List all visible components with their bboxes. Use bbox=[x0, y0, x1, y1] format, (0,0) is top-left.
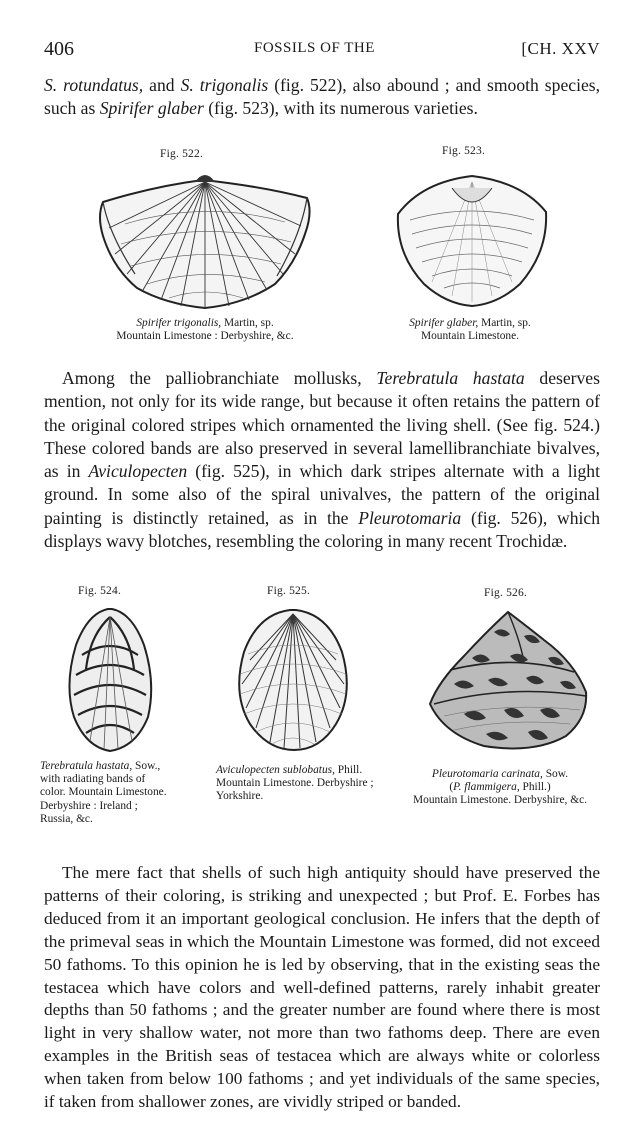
text-run: (fig. 525), in which dark stripes alternate with a light ground. In some also of the spiral univalves, the pattern of the original painting is distinctly retained, as in the bbox=[44, 461, 600, 528]
text-run: (fig. 526), which displays wavy blotches, resembling the coloring in many recent Trochidæ. bbox=[44, 507, 600, 552]
page-number: 406 bbox=[44, 38, 74, 60]
caption-author: Sow. bbox=[542, 768, 569, 780]
species-name: S. rotundatus, bbox=[44, 75, 144, 95]
genus-name: Pleurotomaria bbox=[358, 507, 462, 528]
chapter-reference: [CH. XXV bbox=[521, 39, 600, 58]
figure-523-illustration bbox=[392, 162, 552, 312]
caption-author: Martin, sp. bbox=[221, 317, 274, 329]
running-title: FOSSILS OF THE bbox=[254, 40, 375, 56]
figure-525-illustration bbox=[228, 604, 358, 754]
figure-523-caption bbox=[370, 317, 570, 343]
caption-species: Spirifer glaber, bbox=[409, 317, 479, 329]
figure-524-label: Fig. 524. bbox=[78, 585, 122, 597]
figure-526-illustration bbox=[424, 606, 592, 756]
genus-name: Aviculopecten bbox=[88, 461, 188, 482]
text-run: (fig. 522), also abound ; and smooth species, such as bbox=[44, 75, 601, 119]
species-name: Spirifer glaber bbox=[99, 98, 204, 119]
caption-synonym: P. flammigera, bbox=[453, 781, 520, 794]
species-name: S. trigonalis bbox=[180, 75, 269, 95]
caption-species: Spirifer trigonalis, bbox=[136, 317, 222, 329]
caption-locality: Mountain Limestone. Derbyshire, &c. bbox=[413, 794, 587, 807]
caption-author: Martin, sp. bbox=[478, 317, 531, 329]
figure-523-label: Fig. 523. bbox=[442, 145, 486, 157]
figure-522-label: Fig. 522. bbox=[160, 148, 204, 160]
species-name: Terebratula hastata bbox=[376, 368, 525, 388]
caption-species: Pleurotomaria carinata, bbox=[431, 768, 543, 780]
caption-synonym-open: ( bbox=[449, 781, 454, 794]
caption-species: Terebratula hastata, bbox=[40, 760, 133, 772]
paragraph-3: The mere fact that shells of such high antiquity should have preserved the patterns of their coloring, is striking and unexpected ; but Prof. E. Forbes has deduced from it an important geological conclusion. He infers that the depth of the primeval seas in which the Mountain Limestone was formed, did not exceed 50 fathoms. To this opinion he is led by observing, that in the existing seas the testacea which have colors and well-defined patterns, rarely inhabit greater depths than 50 fathoms ; and the greater number are found where there is most light in very shallow water, not more than two fathoms deep. There are even examples in the British seas of testacea which are always white or colorless when taken from below 100 fathoms ; and yet individuals of the same species, if taken from shallower zones, are vividly striped or banded. bbox=[44, 863, 600, 1112]
figure-525-label: Fig. 525. bbox=[267, 585, 311, 597]
caption-species: Aviculopecten sublobatus, bbox=[216, 764, 335, 776]
paragraph-2 bbox=[44, 367, 600, 553]
text-run: and bbox=[143, 75, 181, 95]
text-run: Among the palliobranchiate mollusks, bbox=[62, 368, 377, 388]
figure-522-illustration bbox=[95, 164, 315, 312]
caption-text: Phill. Mountain Limestone. Derbyshire ; Yorkshire. bbox=[216, 764, 374, 803]
figure-525-caption bbox=[216, 764, 376, 804]
caption-text: Sow., with radiating bands of color. Mountain Limestone. Derbyshire : Ireland ; Russia, &c. bbox=[40, 760, 167, 825]
figure-524-caption bbox=[40, 760, 168, 826]
figure-522-caption bbox=[95, 317, 315, 343]
text-run: deserves mention, not only for its wide range, but because it often retains the pattern of the original colored stripes which ornamented the living shell. (See fig. 524.) These colored bands are also preserved in several lamellibranchiate bivalves, as in bbox=[44, 368, 600, 482]
caption-locality: Mountain Limestone : Derbyshire, &c. bbox=[116, 330, 294, 343]
figure-526-label: Fig. 526. bbox=[484, 587, 528, 599]
caption-synonym-close: Phill.) bbox=[519, 781, 551, 794]
caption-locality: Mountain Limestone. bbox=[420, 330, 520, 343]
paragraph-1 bbox=[44, 74, 600, 121]
figure-526-caption bbox=[400, 768, 600, 808]
text-run: (fig. 523), with its numerous varieties. bbox=[203, 98, 478, 119]
figure-524-illustration bbox=[60, 605, 160, 755]
page-header bbox=[44, 38, 600, 62]
